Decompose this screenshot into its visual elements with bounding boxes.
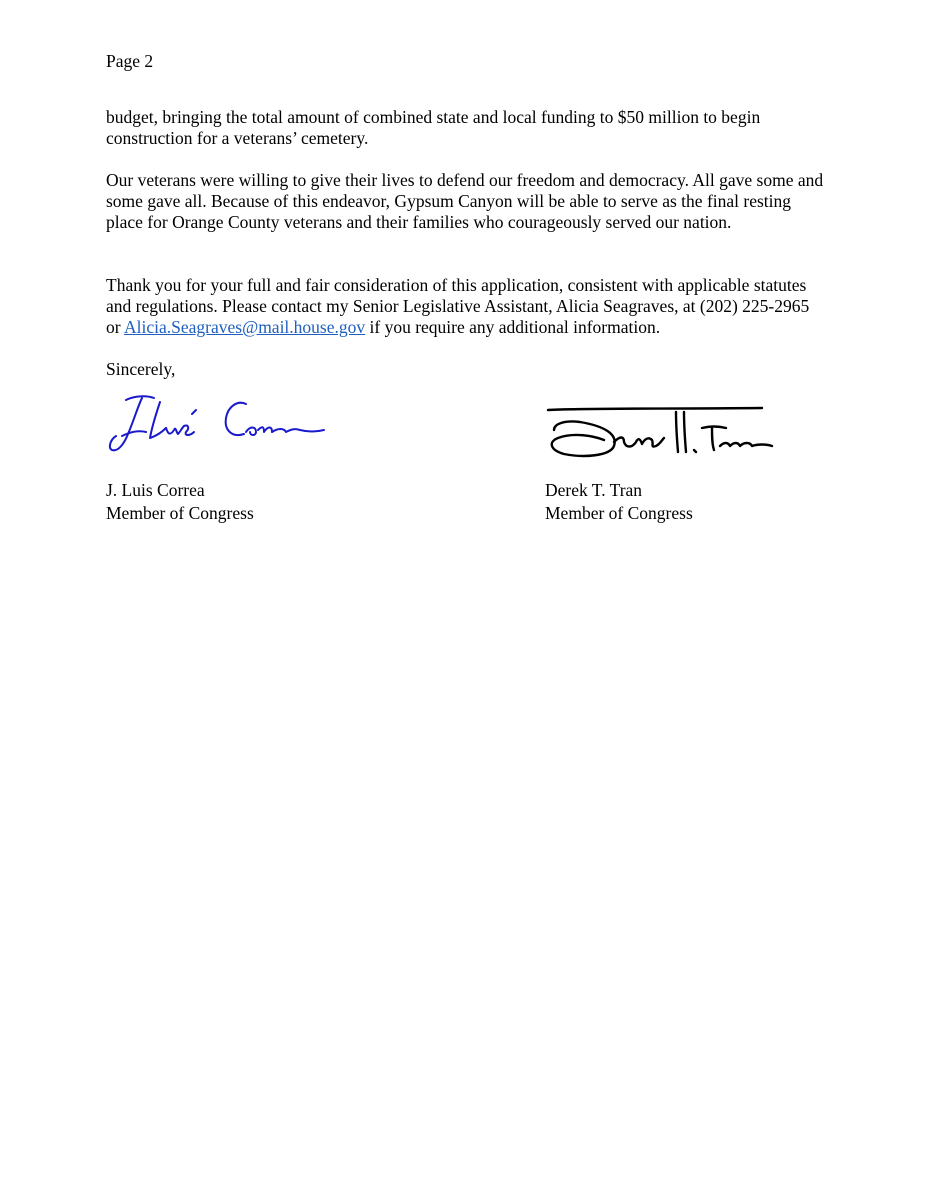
contact-text-before: Thank you for your full and fair consideration of this application, consistent with applicable statutes and regulations. Please contact my Senior Legislative Assistant, Alicia Seagraves, at (202) 225-2965 or: [106, 275, 810, 337]
email-link[interactable]: Alicia.Seagraves@mail.house.gov: [124, 317, 366, 337]
signer-name-tran: Derek T. Tran: [545, 480, 643, 500]
paragraph-veterans: Our veterans were willing to give their lives to defend our freedom and democracy. All gave some and some gave all. Because of this endeavor, Gypsum Canyon will be able to serve as the final resting place for Orange County veterans and their families who courageously served our nation.: [106, 170, 824, 232]
signer-block-tran: [545, 479, 693, 525]
signer-title-correa: Member of Congress: [106, 503, 254, 523]
closing-salutation: Sincerely,: [106, 359, 176, 379]
paragraph-budget: budget, bringing the total amount of combined state and local funding to $50 million to begin construction for a veterans’ cemetery.: [106, 107, 761, 148]
signer-name-correa: J. Luis Correa: [106, 480, 205, 500]
paragraph-contact: [106, 275, 826, 338]
signature-correa-image: [104, 392, 326, 462]
signer-title-tran: Member of Congress: [545, 503, 693, 523]
signature-tran-image: [544, 400, 776, 464]
signer-block-correa: [106, 479, 254, 525]
page-number: Page 2: [106, 51, 154, 71]
contact-text-after: if you require any additional information.: [365, 317, 661, 337]
